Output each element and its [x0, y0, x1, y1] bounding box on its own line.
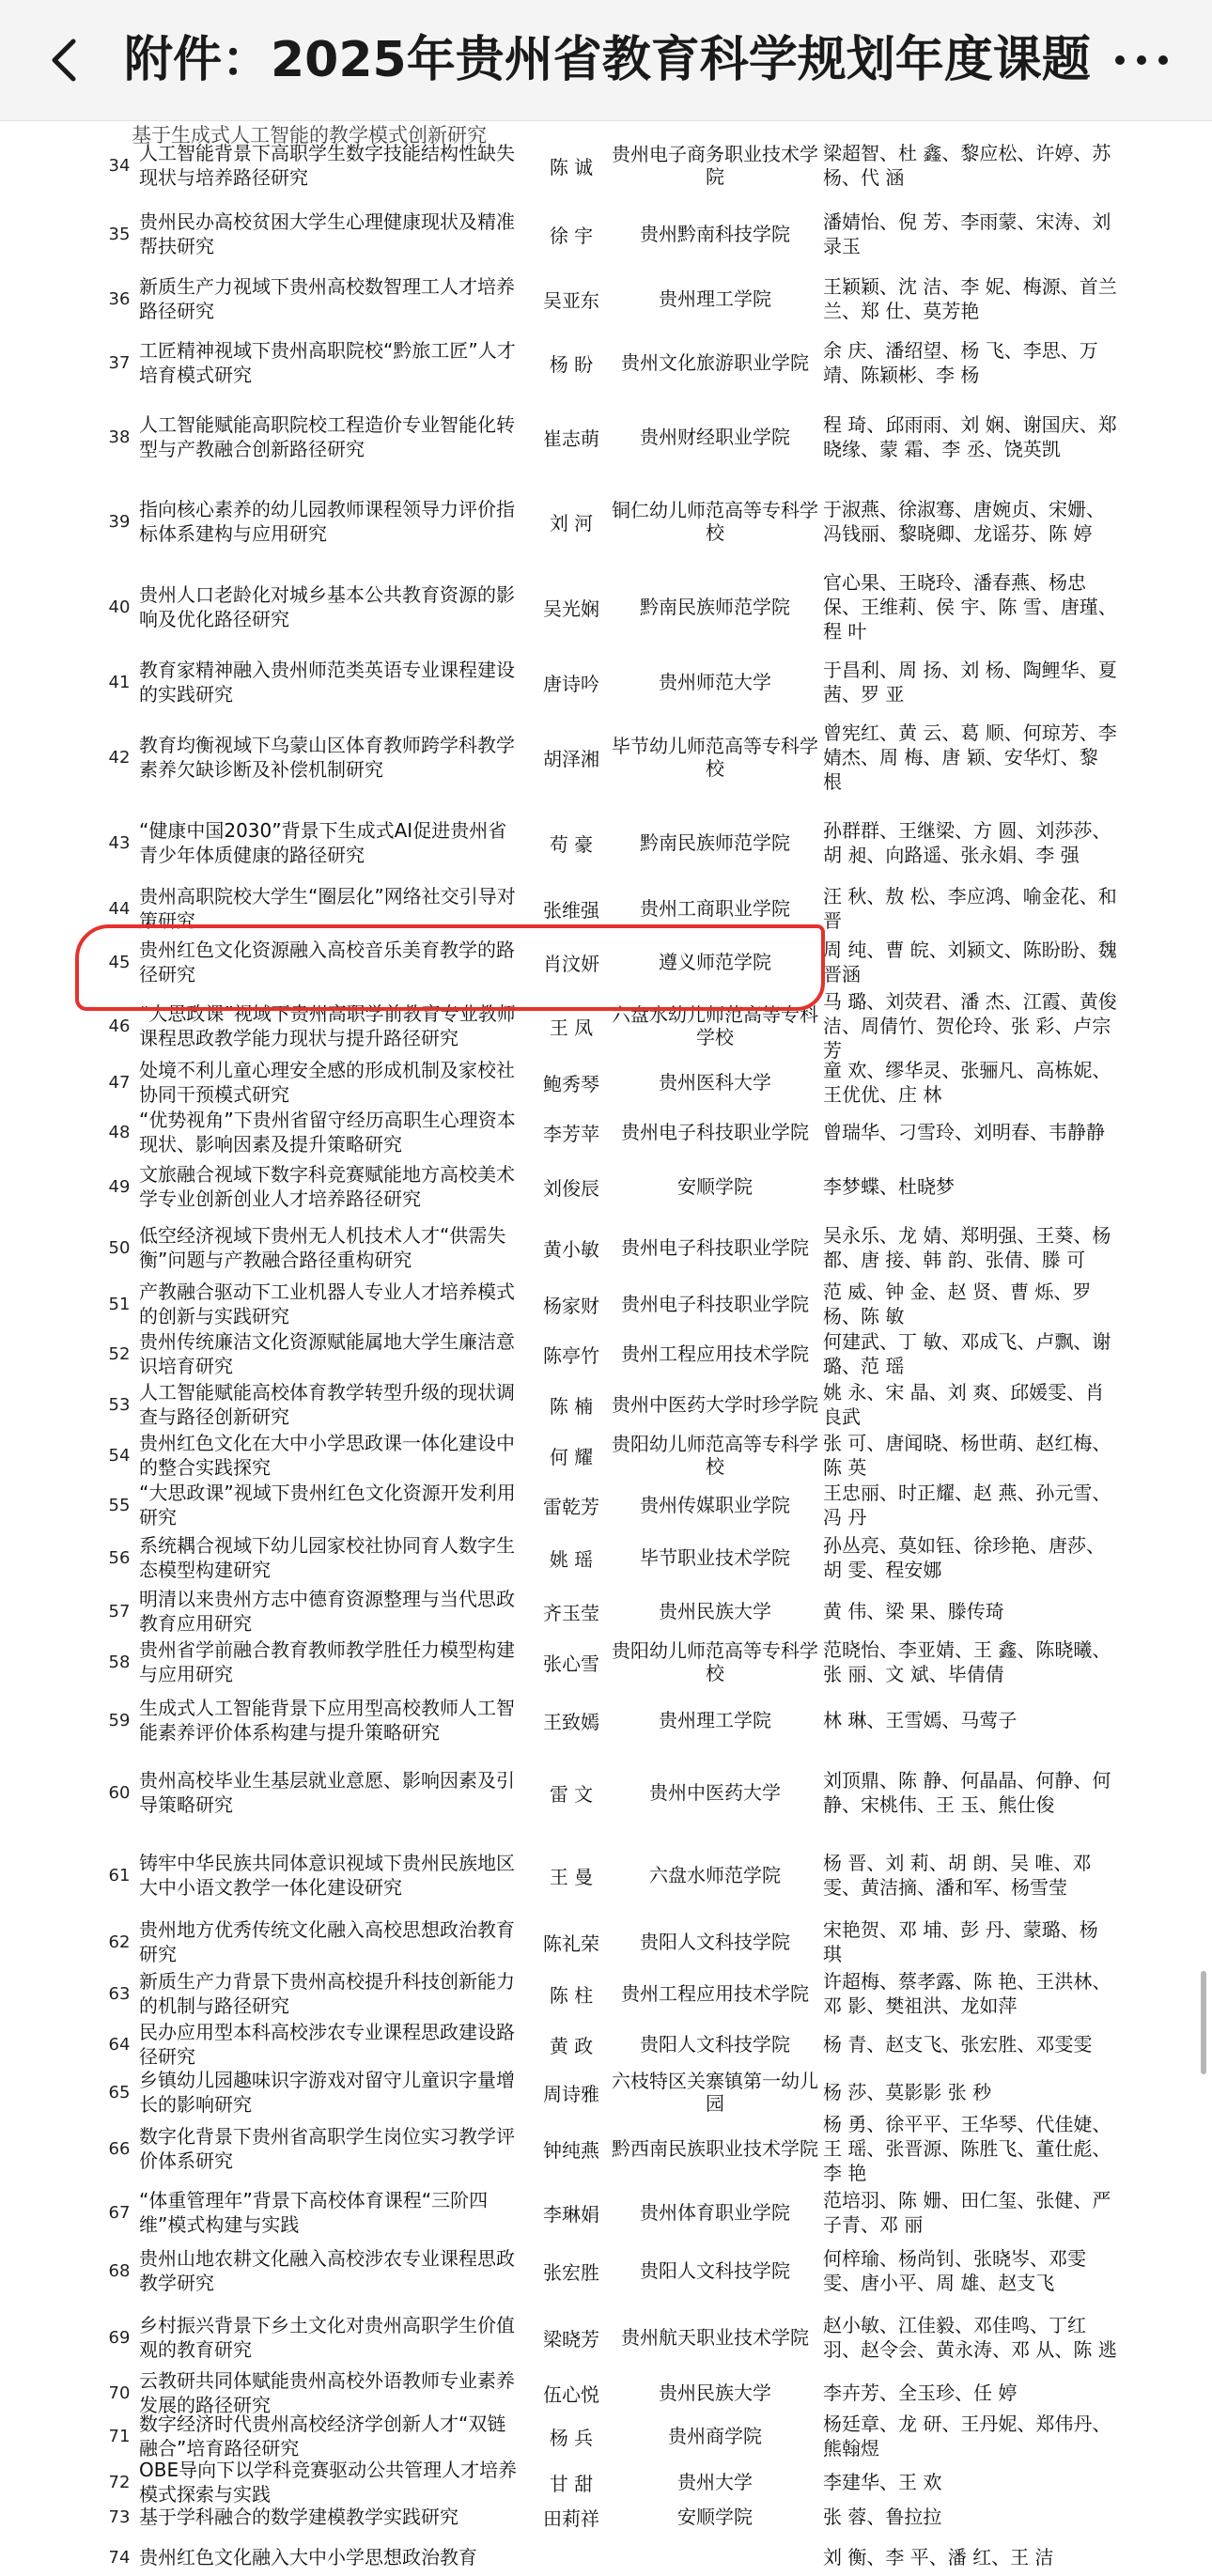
project-title: 生成式人工智能背景下应用型高校教师人工智能素养评价体系构建与提升策略研究: [139, 1697, 515, 1744]
table-row: [0, 2409, 1212, 2463]
principal-name: 徐 宇: [549, 224, 594, 247]
institution-name: 贵州师范大学: [659, 671, 771, 693]
project-title: 民办应用型本科高校涉农专业课程思政建设路径研究: [139, 2021, 515, 2068]
principal-name: 姚 瑶: [549, 1547, 594, 1571]
project-title: 新质生产力背景下贵州高校提升科技创新能力的机制与路径研究: [139, 1970, 515, 2017]
institution-name: 贵州理工学院: [659, 287, 771, 310]
member-list: 李建华、王 欢: [823, 2471, 942, 2493]
project-title: 新质生产力视域下贵州高校数智理工人才培养路径研究: [139, 275, 515, 322]
table-row: [0, 1528, 1212, 1588]
member-list: 于昌利、周 扬、刘 杨、陶鲤华、夏 茜、罗 亚: [823, 659, 1117, 706]
institution-name: 贵阳人文科技学院: [640, 2259, 790, 2282]
project-title: 贵州地方优秀传统文化融入高校思想政治教育研究: [139, 1918, 515, 1965]
principal-name: 周诗雅: [543, 2082, 599, 2105]
member-list: 李卉芳、全玉珍、任 婷: [823, 2382, 1018, 2404]
member-list: 汪 秋、敖 松、李应鸿、喻金花、和 晋: [823, 885, 1117, 932]
project-title: “体重管理年”背景下高校体育课程“三阶四维”模式构建与实践: [139, 2189, 489, 2236]
principal-name: 苟 豪: [549, 832, 594, 856]
project-title: “大思政课”视域下贵州红色文化资源开发利用研究: [139, 1482, 516, 1529]
table-row: [0, 2538, 1212, 2576]
row-number: 66: [108, 2138, 131, 2159]
row-number: 55: [108, 1495, 131, 1515]
principal-name: 钟纯燕: [543, 2138, 599, 2162]
table-row: [0, 1105, 1212, 1159]
principal-name: 唐诗吟: [543, 672, 599, 695]
row-number: 74: [108, 2547, 131, 2568]
principal-name: 刘俊辰: [543, 1176, 599, 1200]
member-list: 吴永乐、龙 婧、郑明强、王葵、杨 都、唐 接、韩 韵、张倩、滕 可: [823, 1224, 1111, 1271]
principal-name: 张心雪: [543, 1652, 599, 1675]
table-row: [0, 650, 1212, 714]
member-list: 李梦蝶、杜晓梦: [823, 1175, 955, 1198]
table-row: [0, 1689, 1212, 1751]
principal-name: 杨 盼: [549, 352, 594, 376]
more-horizontal-icon[interactable]: [1109, 41, 1174, 79]
row-number: 41: [108, 672, 131, 692]
row-number: 39: [108, 511, 131, 532]
row-number: 53: [108, 1394, 131, 1415]
row-number: 52: [108, 1343, 131, 1364]
institution-name: 贵州中医药大学时珍学院: [612, 1393, 818, 1416]
row-number: 38: [108, 427, 131, 447]
table-row: [0, 1916, 1212, 1967]
principal-name: 崔志萌: [543, 427, 599, 450]
table-row: [0, 2501, 1212, 2533]
institution-name: 安顺学院: [677, 1175, 753, 1198]
project-title: 云教研共同体赋能贵州高校外语教师专业素养发展的路径研究: [139, 2369, 515, 2416]
chevron-left-icon[interactable]: [38, 32, 94, 88]
row-number: 36: [108, 288, 131, 309]
principal-name: [534, 2538, 609, 2576]
project-title: 数字经济时代贵州高校经济学创新人才“双链融合”培育路径研究: [139, 2413, 506, 2460]
row-number: 45: [108, 952, 131, 972]
institution-name: 六盘水师范学院: [649, 1864, 781, 1886]
member-list: 王颖颖、沈 洁、李 妮、梅源、首兰兰、郑 仕、莫芳艳: [823, 275, 1117, 322]
member-list: 潘婧怡、倪 芳、李雨蒙、宋涛、刘录玉: [823, 210, 1111, 257]
member-list: 余 庆、潘绍望、杨 飞、李思、万 靖、陈颖彬、李 杨: [823, 339, 1098, 386]
project-title: 人工智能赋能高校体育教学转型升级的现状调查与路径创新研究: [139, 1381, 515, 1428]
table-row: [0, 1834, 1212, 1916]
project-title: 低空经济视域下贵州无人机技术人才“供需失衡”问题与产教融合路径重构研究: [139, 1224, 506, 1271]
row-number: 57: [108, 1601, 131, 1622]
member-list: 周 纯、曹 皖、刘颍文、陈盼盼、魏晋涵: [823, 939, 1117, 985]
project-title: 铸牢中华民族共同体意识视域下贵州民族地区大中小语文教学一体化建设研究: [139, 1852, 515, 1899]
row-number: 61: [108, 1865, 131, 1885]
institution-name: 贵阳人文科技学院: [640, 2033, 790, 2056]
principal-name: 张维强: [543, 898, 599, 922]
table-row: [0, 1159, 1212, 1214]
row-number: 60: [108, 1782, 131, 1803]
row-number: 56: [108, 1547, 131, 1568]
table-row: [0, 331, 1212, 395]
table-row: [0, 2459, 1212, 2506]
principal-name: 何 耀: [549, 1445, 594, 1468]
institution-name: 黔南民族师范学院: [640, 596, 790, 618]
member-list: 于淑燕、徐淑骞、唐婉贞、宋姗、冯钱丽、黎晓卿、龙谣芬、陈 婷: [823, 498, 1105, 545]
row-number: 35: [108, 224, 131, 244]
table-row: [0, 2020, 1212, 2069]
principal-name: 胡泽湘: [543, 747, 599, 770]
row-number: 71: [108, 2426, 131, 2446]
row-number: 40: [108, 597, 131, 617]
institution-name: 贵州电子科技职业学院: [621, 1121, 809, 1143]
table-row: [0, 800, 1212, 885]
member-list: 刘顶鼎、陈 静、何晶晶、何静、何 静、宋桃伟、王 玉、熊仕俊: [823, 1769, 1111, 1816]
project-title: 人工智能赋能高职院校工程造价专业智能化转型与产教融合创新路径研究: [139, 413, 515, 460]
institution-name: 遵义师范学院: [659, 951, 771, 973]
principal-name: 黄 政: [549, 2034, 594, 2057]
principal-name: 李琳娟: [543, 2202, 599, 2226]
institution-name: 贵阳幼儿师范高等专科学校: [612, 1433, 818, 1478]
table-row: [0, 1635, 1212, 1689]
institution-name: 贵州工程应用技术学院: [621, 1342, 809, 1365]
member-list: 范晓怡、李亚婧、王 鑫、陈晓曦、张 丽、文 斌、毕倩倩: [823, 1638, 1111, 1685]
row-number: 65: [108, 2082, 131, 2103]
project-title: 明清以来贵州方志中德育资源整理与当代思政教育应用研究: [139, 1588, 515, 1635]
principal-name: 杨 兵: [549, 2426, 594, 2449]
cut-off-text-line: 基于生成式人工智能的教学模式创新研究: [132, 124, 487, 147]
project-title: 贵州省学前融合教育教师教学胜任力模型构建与应用研究: [139, 1638, 515, 1685]
project-title: 产教融合驱动下工业机器人专业人才培养模式的创新与实践研究: [139, 1280, 515, 1327]
row-number: 72: [108, 2472, 131, 2492]
principal-name: 刘 河: [549, 511, 594, 535]
row-number: 48: [108, 1122, 131, 1142]
institution-name: 贵州民族大学: [659, 2382, 771, 2404]
institution-name: 贵州文化旅游职业学院: [621, 351, 809, 374]
member-list: 杨 莎、莫影影 张 秒: [823, 2081, 992, 2103]
table-row: [0, 1060, 1212, 1105]
row-number: 70: [108, 2382, 131, 2403]
institution-name: 贵州传媒职业学院: [640, 1494, 790, 1516]
principal-name: 杨家财: [543, 1294, 599, 1317]
institution-name: 贵州医科大学: [659, 1071, 771, 1094]
table-row: [0, 1327, 1212, 1381]
row-number: 68: [108, 2260, 131, 2281]
member-list: 孙群群、王继梁、方 圆、刘莎莎、胡 昶、向路遥、张永娟、李 强: [823, 819, 1111, 866]
project-title: OBE导向下以学科竞赛驱动公共管理人才培养模式探索与实践: [139, 2459, 518, 2506]
principal-name: 黄小敏: [543, 1237, 599, 1261]
project-title: 贵州红色文化在大中小学思政课一体化建设中的整合实践探究: [139, 1432, 515, 1479]
member-list: 何建武、丁 敏、邓成飞、卢飘、谢 璐、范 瑶: [823, 1330, 1111, 1377]
top-navigation-bar: [0, 0, 1212, 121]
member-list: 黄 伟、梁 果、滕传琦: [823, 1600, 1004, 1622]
scrollbar[interactable]: [1201, 1971, 1206, 2074]
principal-name: 王致嫣: [543, 1710, 599, 1733]
institution-name: 贵州商学院: [668, 2425, 762, 2447]
principal-name: 陈 诚: [549, 155, 594, 178]
row-number: 49: [108, 1176, 131, 1197]
row-number: 34: [108, 155, 131, 176]
principal-name: 王 凤: [549, 1016, 594, 1039]
table-row: [0, 1482, 1212, 1528]
table-row: [0, 992, 1212, 1060]
member-list: 杨 勇、徐平平、王华琴、代佳婕、王 瑶、张晋源、陈胜飞、董仕彪、李 艳: [823, 2113, 1111, 2184]
member-list: 宋艳贺、邓 埔、彭 丹、蒙璐、杨 琪: [823, 1918, 1098, 1965]
principal-name: 陈亭竹: [543, 1343, 599, 1367]
member-list: 官心果、王晓玲、潘春燕、杨忠保、王维莉、侯 宇、陈 雪、唐瑾、程 叶: [823, 571, 1117, 643]
member-list: 姚 永、宋 晶、刘 爽、邱媛雯、肖良武: [823, 1381, 1105, 1428]
table-row: [0, 714, 1212, 800]
institution-name: 贵阳幼儿师范高等专科学校: [612, 1639, 818, 1684]
principal-name: 梁晓芳: [543, 2327, 599, 2351]
row-number: 73: [108, 2506, 131, 2527]
institution-name: 毕节幼儿师范高等专科学校: [612, 735, 818, 780]
project-title: 教育家精神融入贵州师范类英语专业课程建设的实践研究: [139, 659, 515, 706]
row-number: 46: [108, 1016, 131, 1036]
table-row: [0, 2113, 1212, 2184]
row-number: 44: [108, 898, 131, 919]
row-number: 62: [108, 1932, 131, 1952]
table-row: [0, 932, 1212, 992]
project-title: 贵州民办高校贫困大学生心理健康现状及精准帮扶研究: [139, 210, 515, 257]
institution-name: 贵阳人文科技学院: [640, 1931, 790, 1953]
row-number: 37: [108, 352, 131, 373]
member-list: 范培羽、陈 姗、田仁玺、张健、严子青、邓 丽: [823, 2189, 1111, 2236]
table-row: [0, 267, 1212, 331]
principal-name: 鲍秀琴: [543, 1072, 599, 1095]
principal-name: 吴亚东: [543, 288, 599, 312]
principal-name: 雷乾芳: [543, 1495, 599, 1518]
project-title: 贵州传统廉洁文化资源赋能属地大学生廉洁意识培育研究: [139, 1330, 515, 1377]
table-row: [0, 2298, 1212, 2377]
member-list: 张 可、唐闻晓、杨世萌、赵红梅、陈 英: [823, 1432, 1111, 1479]
row-number: 64: [108, 2034, 131, 2055]
institution-name: 贵州黔南科技学院: [640, 223, 790, 245]
institution-name: 安顺学院: [677, 2506, 753, 2528]
table-row: [0, 1751, 1212, 1834]
project-title: “大思政课”视域下贵州高职学前教育专业教师课程思政教学能力现状与提升路径研究: [139, 1002, 516, 1049]
institution-name: 贵州大学: [677, 2471, 753, 2493]
institution-name: 贵州电子科技职业学院: [621, 1236, 809, 1259]
table-row: [0, 1281, 1212, 1327]
document-page: [0, 120, 1212, 2568]
member-list: 赵小敏、江佳毅、邓佳鸣、丁红羽、赵令会、黄永涛、邓 从、陈 逃: [823, 2314, 1117, 2361]
table-row: [0, 1381, 1212, 1428]
institution-name: [609, 2538, 821, 2576]
principal-name: 吴光娴: [543, 597, 599, 620]
member-list: 梁超智、杜 鑫、黎应松、许婷、苏 杨、代 涵: [823, 142, 1111, 189]
row-number: 42: [108, 747, 131, 768]
institution-name: 贵州民族大学: [659, 1600, 771, 1622]
institution-name: 铜仁幼儿师范高等专科学校: [612, 499, 818, 544]
member-list: 曾瑞华、刁雪玲、刘明春、韦静静: [823, 1121, 1105, 1143]
member-list: 许超梅、蔡孝露、陈 艳、王洪林、邓 影、樊祖洪、龙如萍: [823, 1970, 1111, 2017]
institution-name: 六盘水幼儿师范高等专科学校: [612, 1003, 818, 1048]
row-number: 50: [108, 1237, 131, 1258]
project-title: 乡镇幼儿园趣味识字游戏对留守儿童识字量增长的影响研究: [139, 2069, 515, 2116]
member-list: 童 欢、缪华灵、张骊凡、高栋妮、王优优、庄 林: [823, 1059, 1111, 1106]
project-title: 文旅融合视域下数字科竞赛赋能地方高校美术学专业创新创业人才培养路径研究: [139, 1163, 515, 1210]
institution-name: 贵州电子商务职业技术学院: [612, 143, 818, 188]
row-number: 58: [108, 1652, 131, 1672]
principal-name: 王 曼: [549, 1865, 594, 1888]
institution-name: 贵州电子科技职业学院: [621, 1293, 809, 1315]
member-list: 杨 青、赵支飞、张宏胜、邓雯雯: [823, 2033, 1093, 2056]
row-number: 67: [108, 2202, 131, 2223]
institution-name: 黔西南民族职业技术学院: [612, 2137, 818, 2160]
table-row: [0, 2181, 1212, 2243]
member-list: 杨 晋、刘 莉、胡 朗、吴 唯、邓 雯、黄洁摘、潘和军、杨雪莹: [823, 1852, 1092, 1899]
member-list: 曾宪红、黄 云、葛 顺、何琼芳、李婧杰、周 梅、唐 颖、安华灯、黎 根: [823, 722, 1117, 793]
table-row: [0, 395, 1212, 479]
member-list: 程 琦、邱雨雨、刘 娴、谢国庆、郑晓缘、蒙 霜、李 丞、饶英凯: [823, 413, 1117, 460]
project-title: “健康中国2030”背景下生成式AI促进贵州省青少年体质健康的路径研究: [139, 819, 507, 866]
row-number: 47: [108, 1072, 131, 1093]
institution-name: 贵州航天职业技术学院: [621, 2326, 809, 2349]
project-title: 贵州红色文化融入大中小学思想政治教育: [139, 2546, 477, 2568]
institution-name: 贵州工程应用技术学院: [621, 1982, 809, 2005]
project-title: 系统耦合视域下幼儿园家校社协同育人数字生态模型构建研究: [139, 1534, 515, 1581]
member-list: 王忠丽、时正耀、赵 燕、孙元雪、冯 丹: [823, 1482, 1111, 1529]
project-title: “优势视角”下贵州省留守经历高职生心理资本现状、影响因素及提升策略研究: [139, 1109, 516, 1156]
table-row: [0, 885, 1212, 932]
table-row: [0, 2369, 1212, 2416]
table-row: [0, 1588, 1212, 1635]
project-title: 贵州高职院校大学生“圈层化”网络社交引导对策研究: [139, 885, 516, 932]
table-row: [0, 1428, 1212, 1482]
project-title: 处境不利儿童心理安全感的形成机制及家校社协同干预模式研究: [139, 1059, 515, 1106]
project-title: 工匠精神视域下贵州高职院校“黔旅工匠”人才培育模式研究: [139, 339, 516, 386]
principal-name: 陈 柱: [549, 1983, 594, 2007]
project-title: 基于学科融合的数学建模教学实践研究: [139, 2506, 458, 2528]
principal-name: 甘 甜: [549, 2472, 594, 2495]
page-title: 附件：2025年贵州省教育科学规划年度课题: [124, 32, 1091, 88]
member-list: 张 蓉、鲁拉拉: [823, 2506, 942, 2528]
table-row: [0, 1967, 1212, 2020]
principal-name: 肖汶妍: [543, 952, 599, 975]
institution-name: 贵州财经职业学院: [640, 426, 790, 448]
principal-name: 齐玉莹: [543, 1601, 599, 1624]
table-row: [0, 564, 1212, 650]
principal-name: 陈礼荣: [543, 1932, 599, 1955]
project-title: 人工智能背景下高职学生数字技能结构性缺失现状与培养路径研究: [139, 142, 515, 189]
principal-name: 张宏胜: [543, 2260, 599, 2284]
institution-name: 毕节职业技术学院: [640, 1546, 790, 1569]
member-list: 林 琳、王雪嫣、马莺子: [823, 1709, 1018, 1731]
member-list: 刘 衡、李 平、潘 红、王 洁: [823, 2546, 1054, 2568]
principal-name: 李芳苹: [543, 1122, 599, 1145]
institution-name: 贵州体育职业学院: [640, 2201, 790, 2224]
member-list: 何梓瑜、杨尚钊、张晓岑、邓雯雯、唐小平、周 雄、赵支飞: [823, 2247, 1086, 2294]
institution-name: 贵州工商职业学院: [640, 897, 790, 920]
project-title: 教育均衡视域下乌蒙山区体育教师跨学科教学素养欠缺诊断及补偿机制研究: [139, 734, 515, 781]
project-title: 贵州山地农耕文化融入高校涉农专业课程思政教学研究: [139, 2247, 515, 2294]
institution-name: 贵州中医药大学: [649, 1781, 781, 1804]
table-row: [0, 1214, 1212, 1281]
member-list: 范 威、钟 金、赵 贤、曹 烁、罗 杨、陈 敏: [823, 1280, 1092, 1327]
table-row: [0, 2243, 1212, 2298]
row-number: 59: [108, 1710, 131, 1730]
principal-name: 雷 文: [549, 1782, 594, 1806]
institution-name: 黔南民族师范学院: [640, 831, 790, 854]
member-list: 杨廷章、龙 研、王丹妮、郑伟丹、熊翰煜: [823, 2413, 1111, 2460]
row-number: 51: [108, 1294, 131, 1314]
table-row: [0, 479, 1212, 564]
row-number: 54: [108, 1445, 131, 1466]
project-title: 乡村振兴背景下乡土文化对贵州高职学生价值观的教育研究: [139, 2314, 515, 2361]
institution-name: 贵州理工学院: [659, 1709, 771, 1731]
project-title: 数字化背景下贵州省高职学生岗位实习教学评价体系研究: [139, 2125, 515, 2172]
row-number: 69: [108, 2327, 131, 2348]
table-row: [0, 130, 1212, 201]
project-title: 贵州人口老龄化对城乡基本公共教育资源的影响及优化路径研究: [139, 583, 515, 630]
principal-name: 田莉祥: [543, 2506, 599, 2530]
table-row: [0, 201, 1212, 267]
member-list: 马 璐、刘荧君、潘 杰、江霞、黄俊洁、周倩竹、贺伦玲、张 彩、卢宗芳: [823, 990, 1117, 1062]
institution-name: 六枝特区关寨镇第一幼儿园: [612, 2070, 818, 2115]
table-row: [0, 2069, 1212, 2116]
principal-name: 陈 楠: [549, 1394, 594, 1418]
project-title: 贵州高校毕业生基层就业意愿、影响因素及引导策略研究: [139, 1769, 515, 1816]
principal-name: 伍心悦: [543, 2382, 599, 2406]
project-title: 指向核心素养的幼儿园教师课程领导力评价指标体系建构与应用研究: [139, 498, 515, 545]
row-number: 43: [108, 832, 131, 853]
project-title: 贵州红色文化资源融入高校音乐美育教学的路径研究: [139, 939, 515, 985]
member-list: 孙丛亮、莫如钰、徐珍艳、唐莎、胡 雯、程安娜: [823, 1534, 1105, 1581]
row-number: 63: [108, 1983, 131, 2004]
